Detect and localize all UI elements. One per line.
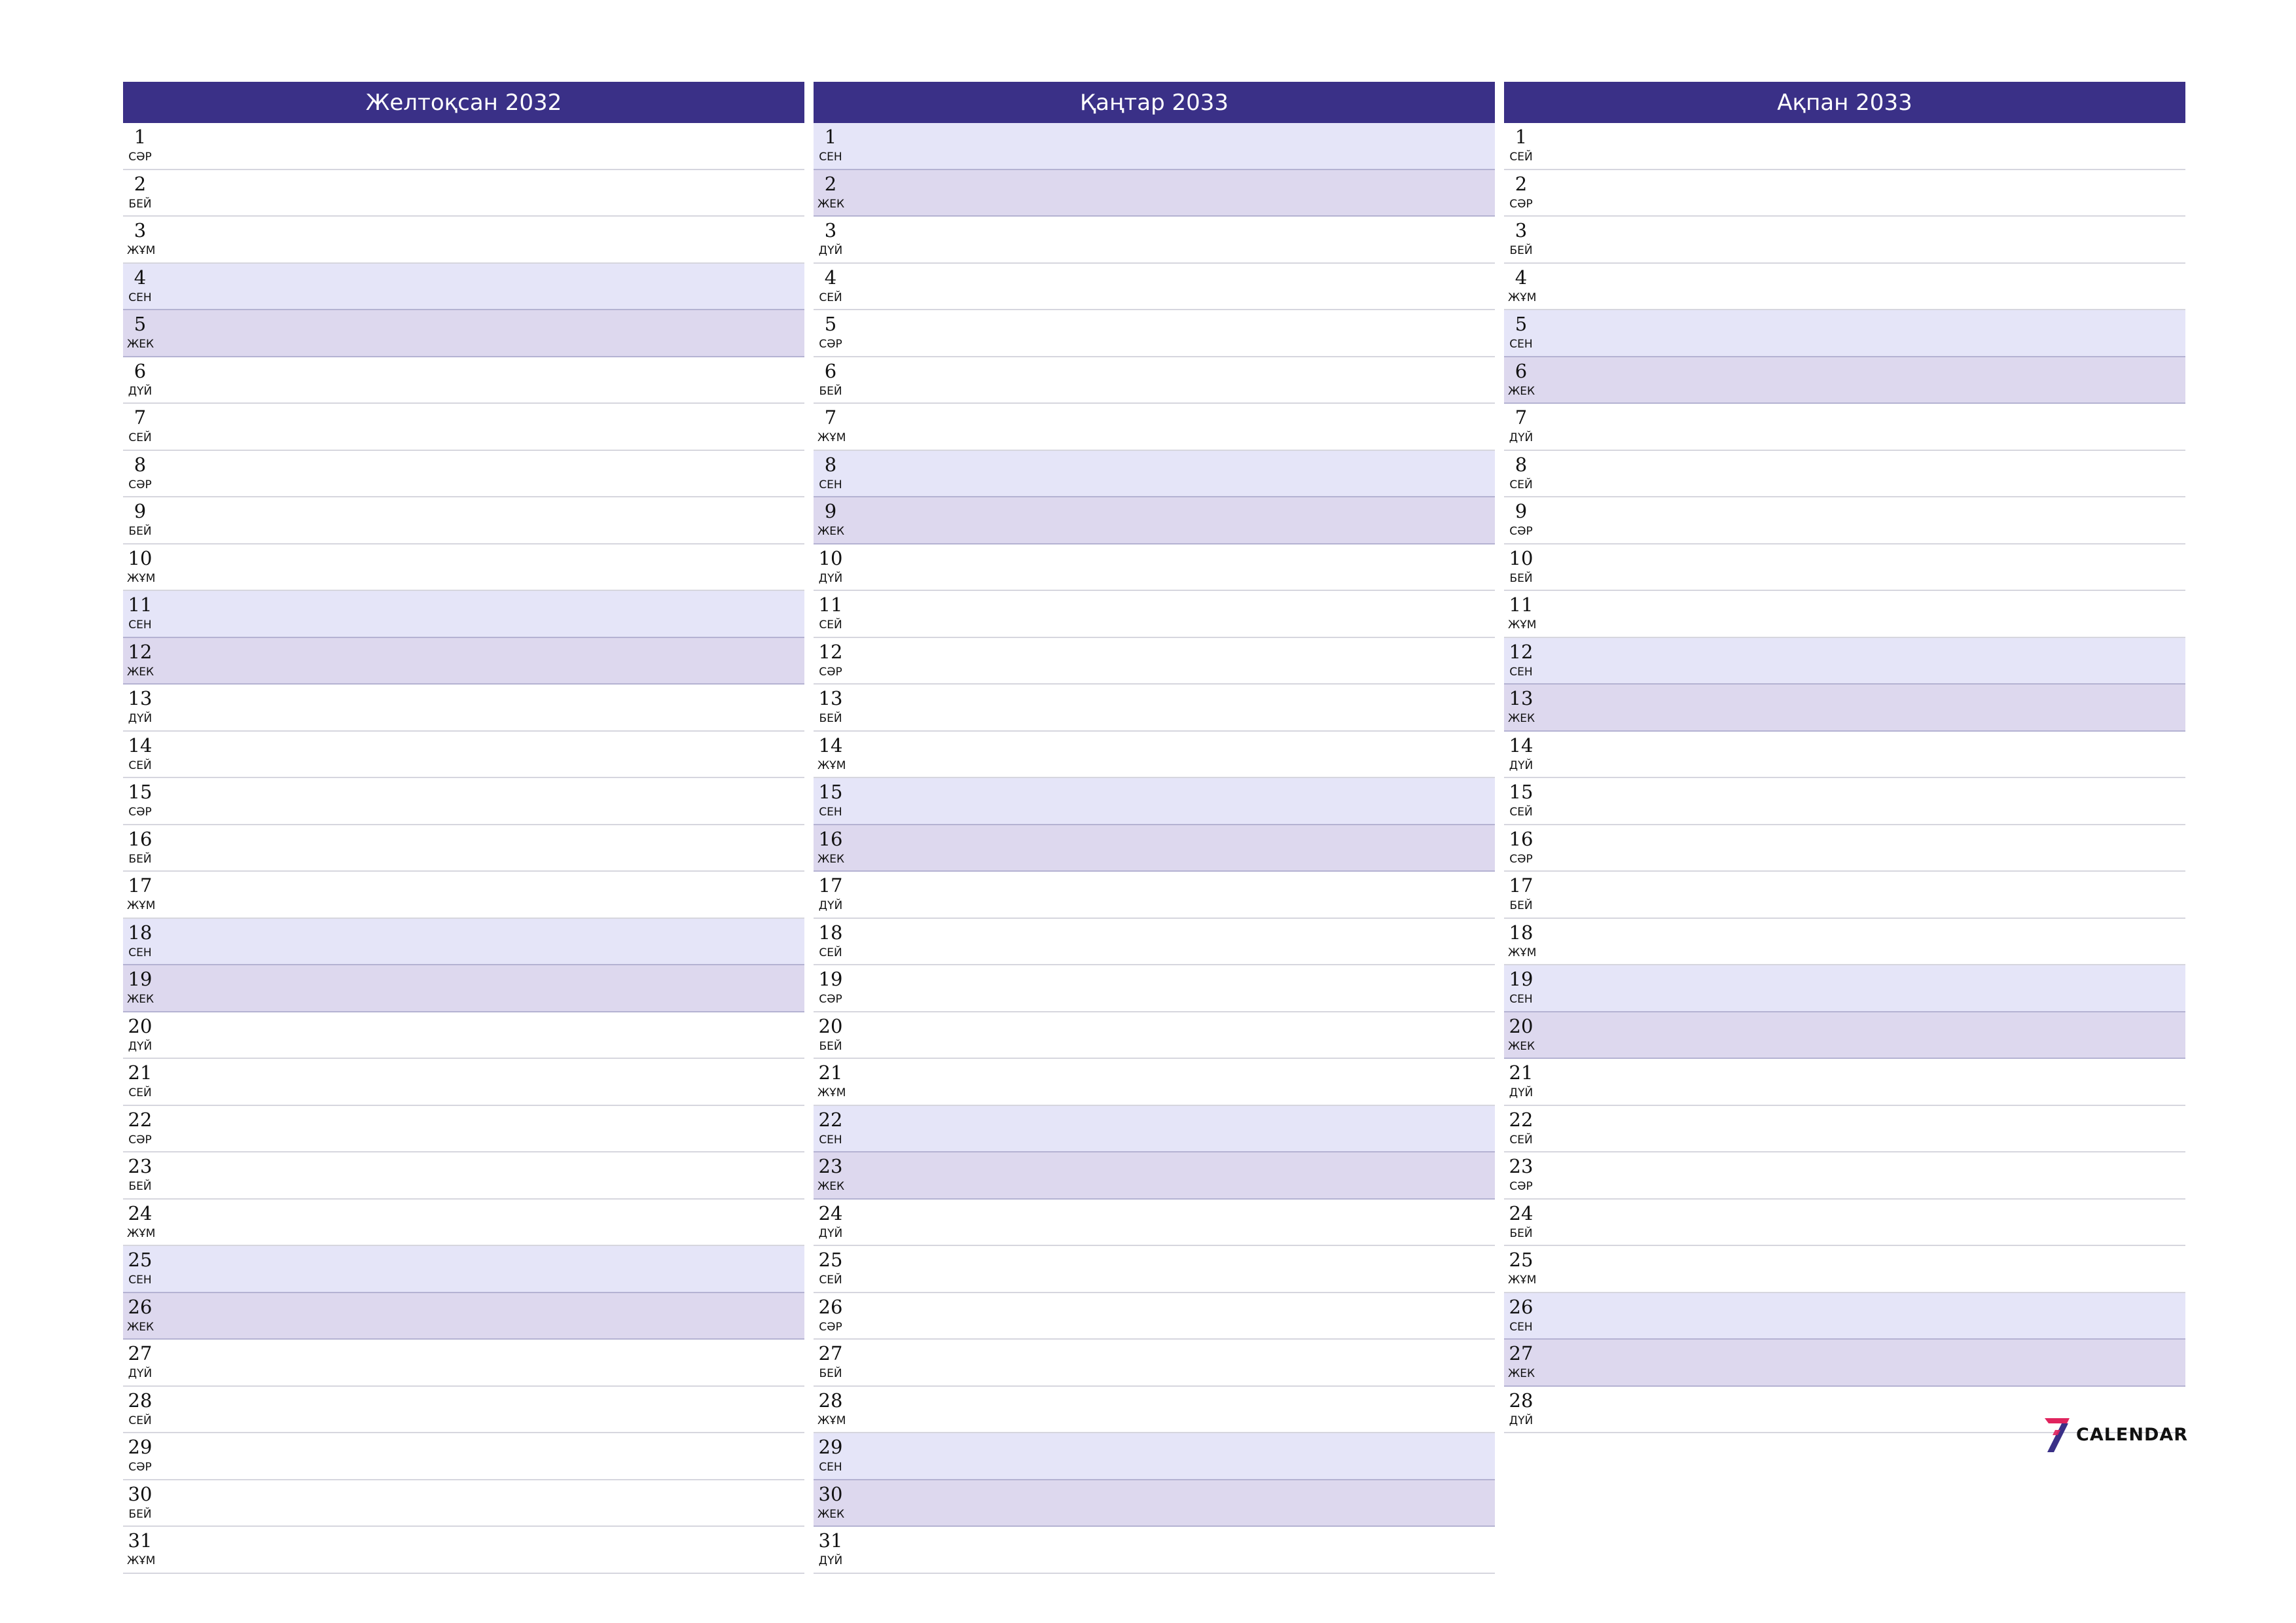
weekday-label: СЕЙ [819,291,842,304]
day-number: 12 [818,640,843,663]
weekday-label: ЖҰМ [127,571,156,585]
weekday-label: СӘР [819,665,842,679]
weekday-label: БЕЙ [128,197,152,211]
day-row [1504,497,2185,544]
day-row [1504,217,2185,264]
day-row [814,404,1495,451]
day-number: 21 [128,1061,152,1084]
day-row [123,919,804,966]
weekday-label: СӘР [819,338,842,351]
weekday-label: СЕЙ [819,1274,842,1287]
weekday-label: ДҮЙ [1509,758,1534,772]
day-row [123,778,804,825]
day-number: 18 [128,921,152,944]
day-row [814,451,1495,498]
day-number: 7 [1515,406,1528,429]
weekday-label: БЕЙ [128,852,152,866]
day-number: 8 [824,453,837,476]
day-number: 3 [824,219,837,241]
weekday-label: СЕН [1509,1320,1533,1334]
day-row [814,1200,1495,1247]
day-row [123,1059,804,1106]
day-row [1504,1246,2185,1293]
weekday-label: ЖҰМ [817,431,846,444]
day-number: 22 [1509,1108,1534,1131]
weekday-label: СЕЙ [1509,1133,1533,1147]
day-row [814,638,1495,685]
weekday-label: ЖЕК [127,993,154,1006]
day-row [1504,965,2185,1012]
day-number: 2 [824,172,837,195]
weekday-label: БЕЙ [819,1367,842,1380]
day-row [1504,123,2185,170]
day-number: 4 [824,266,837,289]
weekday-label: ЖҰМ [127,1226,156,1240]
day-row [123,638,804,685]
day-number: 30 [128,1482,152,1505]
day-number: 10 [128,546,152,569]
weekday-label: БЕЙ [1509,899,1533,912]
day-row [1504,451,2185,498]
day-row [1504,357,2185,404]
weekday-label: СӘР [128,1133,152,1147]
day-number: 24 [128,1202,152,1224]
day-row [814,1012,1495,1060]
day-row [814,1106,1495,1153]
day-number: 11 [1509,594,1534,616]
day-row [1504,778,2185,825]
day-row [123,1340,804,1387]
day-row [1504,1106,2185,1153]
month-column-february [1504,82,2185,1433]
weekday-label: ЖЕК [1508,1367,1535,1380]
day-number: 23 [128,1155,152,1177]
day-row [123,1012,804,1060]
day-row [814,872,1495,919]
weekday-label: ЖҰМ [1508,291,1537,304]
day-row [1504,170,2185,217]
day-number: 11 [818,594,843,616]
day-row [1504,591,2185,638]
day-row [1504,1340,2185,1387]
weekday-label: ДҮЙ [818,571,843,585]
day-row [814,1340,1495,1387]
weekday-label: СӘР [1509,1180,1533,1193]
day-row [814,1293,1495,1340]
weekday-label: СӘР [819,993,842,1006]
weekday-label: ЖҰМ [817,1086,846,1099]
day-row [814,1246,1495,1293]
weekday-label: СЕН [128,946,152,959]
day-number: 23 [818,1155,843,1177]
weekday-label: СЕН [1509,338,1533,351]
weekday-label: ДҮЙ [1509,1086,1534,1099]
day-row [814,1152,1495,1200]
day-row [1504,919,2185,966]
weekday-label: ЖЕК [817,1507,845,1521]
day-row [123,497,804,544]
weekday-label: ДҮЙ [818,1554,843,1567]
weekday-label: ЖҰМ [127,1554,156,1567]
day-number: 1 [824,126,837,148]
day-row [123,1246,804,1293]
weekday-label: БЕЙ [1509,244,1533,257]
day-row [123,123,804,170]
day-number: 19 [128,968,152,990]
day-row [1504,264,2185,311]
day-row [123,357,804,404]
day-number: 1 [134,126,147,148]
weekday-label: ДҮЙ [818,244,843,257]
weekday-label: СЕЙ [819,618,842,632]
day-row [814,1059,1495,1106]
weekday-label: СӘР [128,1461,152,1474]
day-number: 24 [1509,1202,1534,1224]
day-number: 8 [134,453,147,476]
day-row [123,591,804,638]
weekday-label: СЕН [128,291,152,304]
day-number: 13 [128,687,152,709]
day-row [814,778,1495,825]
weekday-label: ЖЕК [817,1180,845,1193]
weekday-label: СЕН [1509,665,1533,679]
weekday-label: СЕЙ [819,946,842,959]
day-number: 13 [1509,687,1534,709]
weekday-label: БЕЙ [1509,1226,1533,1240]
weekday-label: ДҮЙ [1509,1414,1534,1427]
day-number: 29 [818,1436,843,1458]
day-number: 9 [134,500,147,522]
day-row [814,1387,1495,1434]
day-row [814,591,1495,638]
day-number: 23 [1509,1155,1534,1177]
day-row [814,544,1495,592]
month-header: Желтоқсан 2032 [123,82,804,123]
day-number: 4 [134,266,147,289]
weekday-label: БЕЙ [128,1507,152,1521]
day-row [123,1152,804,1200]
weekday-label: ЖЕК [817,197,845,211]
day-number: 31 [128,1529,152,1552]
weekday-label: СӘР [128,151,152,164]
day-list [1504,123,2185,1433]
weekday-label: СЕЙ [1509,478,1533,491]
weekday-label: ЖҰМ [127,899,156,912]
day-row [814,919,1495,966]
day-number: 17 [818,874,843,897]
weekday-label: ДҮЙ [818,1226,843,1240]
day-row [1504,1059,2185,1106]
weekday-label: БЕЙ [1509,571,1533,585]
day-row [1504,872,2185,919]
weekday-label: СЕН [128,1274,152,1287]
day-number: 25 [128,1249,152,1271]
weekday-label: ЖҰМ [127,244,156,257]
day-row [814,310,1495,357]
day-number: 29 [128,1436,152,1458]
day-number: 5 [134,313,147,335]
day-number: 15 [128,781,152,803]
day-number: 6 [824,359,837,382]
weekday-label: БЕЙ [128,525,152,538]
day-row [814,685,1495,732]
day-number: 6 [134,359,147,382]
day-row [814,825,1495,872]
day-number: 18 [818,921,843,944]
day-row [123,965,804,1012]
day-number: 24 [818,1202,843,1224]
weekday-label: БЕЙ [819,384,842,398]
weekday-label: ЖҰМ [1508,946,1537,959]
day-number: 8 [1515,453,1528,476]
weekday-label: ДҮЙ [128,1367,152,1380]
day-row [1504,404,2185,451]
weekday-label: ЖЕК [817,525,845,538]
day-row [1504,1012,2185,1060]
day-row [814,732,1495,779]
day-number: 5 [824,313,837,335]
day-number: 12 [128,640,152,663]
day-row [123,1293,804,1340]
day-row [1504,310,2185,357]
weekday-label: БЕЙ [819,1039,842,1053]
day-number: 18 [1509,921,1534,944]
day-row [814,357,1495,404]
weekday-label: СЕЙ [1509,151,1533,164]
day-number: 14 [818,734,843,757]
day-number: 14 [1509,734,1534,757]
day-row [814,1480,1495,1527]
weekday-label: ДҮЙ [1509,431,1534,444]
day-row [1504,825,2185,872]
day-number: 10 [818,546,843,569]
day-number: 28 [1509,1389,1534,1412]
day-row [814,1433,1495,1480]
weekday-label: СӘР [128,806,152,819]
day-number: 14 [128,734,152,757]
day-number: 7 [824,406,837,429]
day-number: 1 [1515,126,1528,148]
day-number: 6 [1515,359,1528,382]
day-number: 27 [1509,1342,1534,1364]
weekday-label: СЕН [819,1133,842,1147]
day-row [814,1527,1495,1574]
day-row [814,264,1495,311]
weekday-label: БЕЙ [819,712,842,725]
day-row [123,310,804,357]
day-number: 17 [1509,874,1534,897]
month-column-december [123,82,804,1574]
day-row [123,217,804,264]
day-number: 4 [1515,266,1528,289]
weekday-label: ЖҰМ [1508,618,1537,632]
day-number: 25 [1509,1249,1534,1271]
day-row [123,825,804,872]
weekday-label: ЖЕК [1508,384,1535,398]
day-number: 16 [128,827,152,850]
weekday-label: СЕЙ [128,758,152,772]
day-row [1504,638,2185,685]
weekday-label: СЕН [819,151,842,164]
weekday-label: СЕН [1509,993,1533,1006]
day-row [123,544,804,592]
day-number: 17 [128,874,152,897]
logo-text: CALENDAR [2076,1424,2189,1445]
day-number: 16 [818,827,843,850]
day-number: 3 [134,219,147,241]
weekday-label: БЕЙ [128,1180,152,1193]
weekday-label: ДҮЙ [818,899,843,912]
weekday-label: ЖЕК [127,665,154,679]
day-list [814,123,1495,1574]
seven-calendar-logo-icon [2042,1416,2071,1454]
weekday-label: СӘР [128,478,152,491]
weekday-label: ЖЕК [1508,712,1535,725]
day-row [123,170,804,217]
weekday-label: ДҮЙ [128,1039,152,1053]
day-number: 30 [818,1482,843,1505]
weekday-label: ЖЕК [1508,1039,1535,1053]
weekday-label: СЕН [128,618,152,632]
weekday-label: ЖҰМ [817,1414,846,1427]
day-number: 11 [128,594,152,616]
day-number: 10 [1509,546,1534,569]
day-number: 21 [818,1061,843,1084]
weekday-label: СЕН [819,478,842,491]
day-number: 2 [134,172,147,195]
weekday-label: СӘР [1509,852,1533,866]
day-number: 27 [128,1342,152,1364]
weekday-label: СЕЙ [128,1414,152,1427]
day-number: 20 [1509,1014,1534,1037]
weekday-label: ЖҰМ [817,758,846,772]
day-row [123,1106,804,1153]
day-number: 5 [1515,313,1528,335]
brand-logo [2042,1416,2188,1454]
day-row [123,1480,804,1527]
day-row [814,170,1495,217]
day-row [123,1527,804,1574]
weekday-label: СЕЙ [1509,806,1533,819]
month-header: Қаңтар 2033 [814,82,1495,123]
day-number: 7 [134,406,147,429]
weekday-label: СӘР [1509,197,1533,211]
day-number: 26 [818,1295,843,1318]
day-number: 19 [818,968,843,990]
day-number: 26 [1509,1295,1534,1318]
day-row [123,1433,804,1480]
day-number: 20 [128,1014,152,1037]
day-number: 20 [818,1014,843,1037]
day-number: 2 [1515,172,1528,195]
day-list [123,123,804,1574]
day-row [1504,1293,2185,1340]
day-number: 9 [824,500,837,522]
day-number: 25 [818,1249,843,1271]
weekday-label: ДҮЙ [128,712,152,725]
month-header: Ақпан 2033 [1504,82,2185,123]
day-row [1504,1200,2185,1247]
day-number: 15 [1509,781,1534,803]
day-row [123,1200,804,1247]
weekday-label: СЕЙ [128,431,152,444]
day-row [814,497,1495,544]
day-row [1504,544,2185,592]
day-number: 22 [818,1108,843,1131]
day-number: 26 [128,1295,152,1318]
day-number: 27 [818,1342,843,1364]
weekday-label: СЕН [819,806,842,819]
day-number: 12 [1509,640,1534,663]
weekday-label: СӘР [1509,525,1533,538]
weekday-label: ЖЕК [127,1320,154,1334]
day-row [123,685,804,732]
day-number: 16 [1509,827,1534,850]
day-row [123,732,804,779]
day-number: 3 [1515,219,1528,241]
day-number: 28 [128,1389,152,1412]
weekday-label: ДҮЙ [128,384,152,398]
day-number: 21 [1509,1061,1534,1084]
weekday-label: СЕН [819,1461,842,1474]
weekday-label: ЖҰМ [1508,1274,1537,1287]
day-row [123,1387,804,1434]
weekday-label: СӘР [819,1320,842,1334]
day-number: 15 [818,781,843,803]
month-column-january [814,82,1495,1574]
weekday-label: ЖЕК [817,852,845,866]
day-row [1504,685,2185,732]
day-row [123,451,804,498]
day-row [814,217,1495,264]
day-row [123,404,804,451]
day-row [123,872,804,919]
day-number: 9 [1515,500,1528,522]
day-row [1504,732,2185,779]
day-row [814,123,1495,170]
day-number: 28 [818,1389,843,1412]
weekday-label: СЕЙ [128,1086,152,1099]
day-number: 22 [128,1108,152,1131]
day-row [1504,1152,2185,1200]
day-number: 13 [818,687,843,709]
day-number: 19 [1509,968,1534,990]
weekday-label: ЖЕК [127,338,154,351]
day-row [123,264,804,311]
day-row [814,965,1495,1012]
day-number: 31 [818,1529,843,1552]
